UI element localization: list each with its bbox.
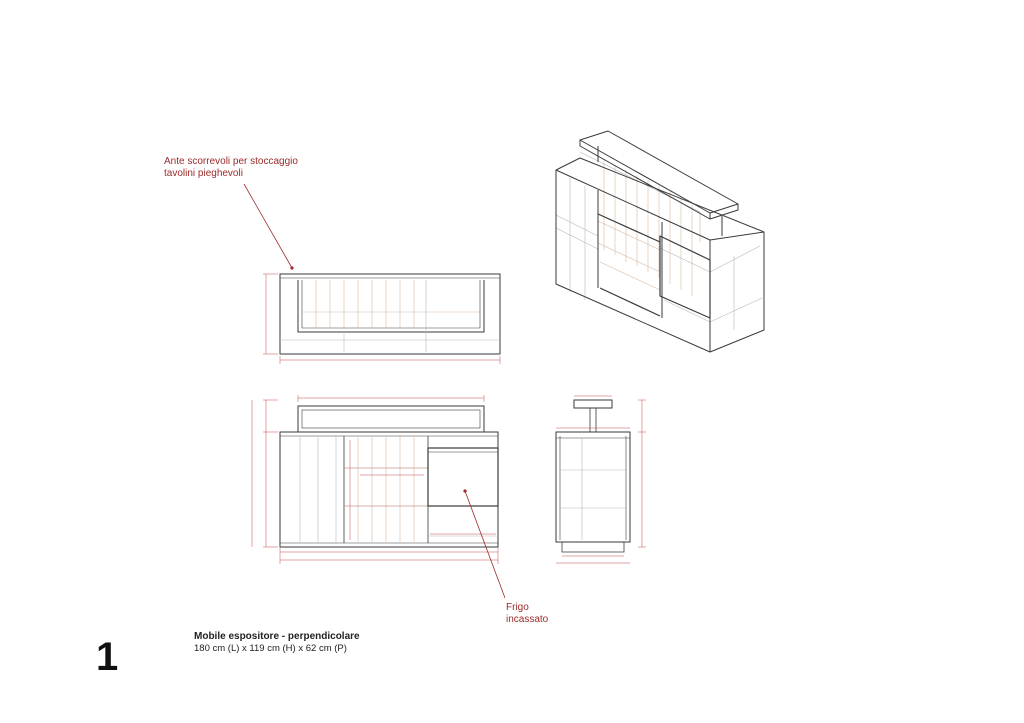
title-block bbox=[194, 631, 360, 655]
annotation-sliding-doors-line-2: tavolini pieghevoli bbox=[164, 168, 243, 179]
annotation-fridge-line-2: incassato bbox=[506, 614, 549, 625]
sheet-title: Mobile espositore - perpendicolare bbox=[194, 631, 360, 642]
leader-line-fridge bbox=[465, 491, 505, 598]
annotation-sliding-doors bbox=[164, 156, 298, 180]
annotation-fridge bbox=[506, 602, 548, 626]
isometric-view bbox=[556, 131, 764, 352]
leader-line-sliding-doors bbox=[244, 184, 292, 268]
annotation-sliding-doors-line-1: Ante scorrevoli per stoccaggio bbox=[164, 156, 298, 167]
annotation-fridge-line-1: Frigo bbox=[506, 602, 529, 613]
plan-view bbox=[263, 266, 500, 364]
sheet-number: 1 bbox=[96, 635, 119, 679]
side-elevation bbox=[556, 396, 646, 563]
sheet-dimensions: 180 cm (L) x 119 cm (H) x 62 cm (P) bbox=[194, 643, 347, 654]
front-elevation bbox=[252, 395, 498, 564]
